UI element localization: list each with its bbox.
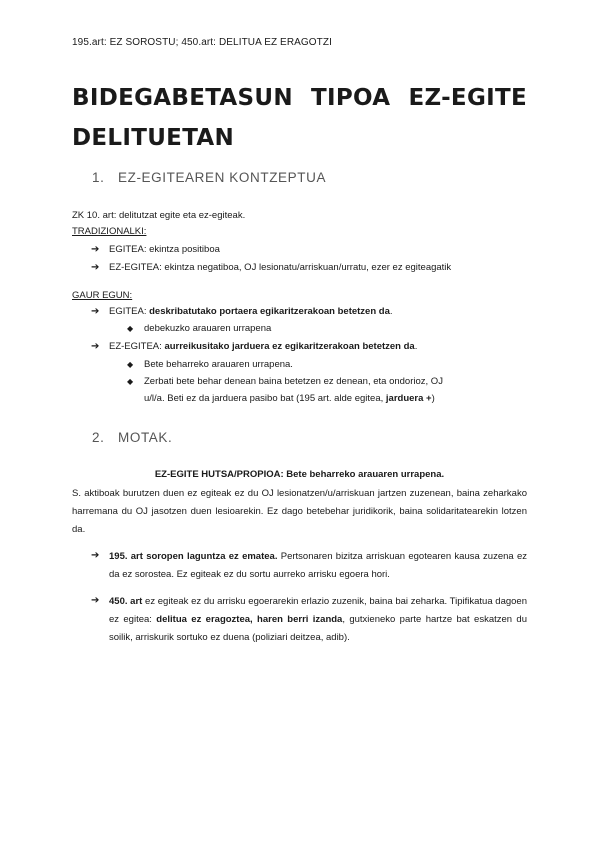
list-item-egitea: EGITEA: deskribatutako portaera egikaritzerakoan betetzen da. [109,306,393,317]
sub-item-cont: u/l/a. Beti ez da jarduera pasibo bat (195 art. alde egitea, jarduera +) [144,393,435,404]
list-item: EGITEA: ekintza positiboa [109,244,220,255]
tradizionalki-heading: TRADIZIONALKI: [72,226,147,237]
section-number: 2. [92,430,105,445]
art450-item: 450. art ez egiteak ez du arrisku egoerarekin erlazio zuzenik, baina bai zeharka. Tipifikatua dagoen ez egitea: delitua ez eragoztea, haren berri izanda, gutxieneko parte hartze bat eskatzen du soilik, arriskurik sortuko ez duena (poliziari deitzea, adib). [109,596,528,643]
sub-item: debekuzko arauaren urrapena [144,323,272,334]
sub-item: Zerbati bete behar denean baina betetzen ez denean, eta ondorioz, OJ [144,376,443,387]
section-heading-1 [92,170,326,185]
art195-item: 195. art soropen laguntza ez ematea. Pertsonaren bizitza arriskuan egotearen kausa zuzena ez da ez sorostea. Ez egiteak ez du sortu aurreko arrisku egoera hori. [109,551,527,580]
diamond-icon: ◆ [127,324,134,333]
arrow-icon: ➔ [91,550,100,561]
motak-heading: EZ-EGITE HUTSA/PROPIOA: Bete beharreko arauaren urrapena. [154,469,445,480]
arrow-icon: ➔ [91,341,100,352]
diamond-icon: ◆ [127,360,134,369]
title-word: TIPOA [311,85,391,111]
title-line-2: DELITUETAN [72,125,235,151]
title-line-1 [72,78,527,118]
list-item-ezegitea: EZ-EGITEA: aurreikusitako jarduera ez egikaritzerakoan betetzen da. [109,341,418,352]
sub-item: Bete beharreko arauaren urrapena. [144,359,293,370]
section-title: MOTAK. [118,430,173,445]
arrow-icon: ➔ [91,244,100,255]
section-heading-2 [92,430,172,445]
title-word: EZ-EGITE [408,85,527,111]
title-word: BIDEGABETASUN [72,85,293,111]
arrow-icon: ➔ [91,306,100,317]
section-number: 1. [92,170,105,185]
arrow-icon: ➔ [91,595,100,606]
page-title [72,78,527,158]
diamond-icon: ◆ [127,377,134,386]
arrow-icon: ➔ [91,262,100,273]
header-note: 195.art: EZ SOROSTU; 450.art: DELITUA EZ ERAGOTZI [72,37,332,48]
zk-line: ZK 10. art: delitutzat egite eta ez-egiteak. [72,210,246,221]
motak-paragraph: S. aktiboak burutzen duen ez egiteak ez du OJ lesionatzen/u/arriskuan jartzen zuzenean, baina zeharkako harremana du OJ jasotzen duen lesioarekin. Ez dago betebehar juridikorik, baina solidaritatearekin lotzen da. [72,488,527,535]
gaur-egun-heading: GAUR EGUN: [72,290,133,301]
list-item: EZ-EGITEA: ekintza negatiboa, OJ lesionatu/arriskuan/urratu, ezer ez egiteagatik [109,262,452,273]
section-title: EZ-EGITEAREN KONTZEPTUA [118,170,327,185]
